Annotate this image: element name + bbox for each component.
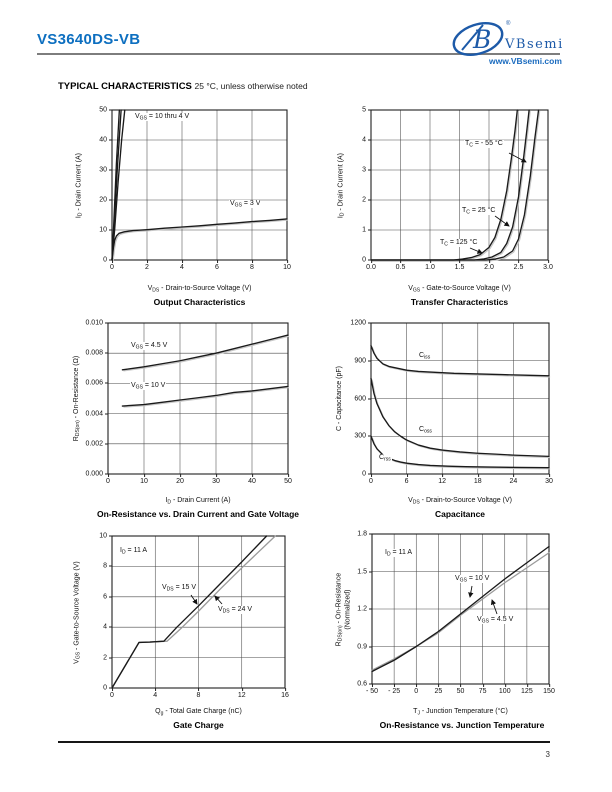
series-curve-tc125: [371, 110, 517, 260]
y-tick-label: 300: [354, 432, 366, 440]
chart-output-characteristics: [40, 103, 310, 308]
curve-label-vgs-3: VGS = 3 V: [230, 200, 261, 209]
y-axis-label-line1: RDS(on) - On-Resistance: [335, 572, 344, 647]
curve-label-tc25: TC = 25 °C: [462, 207, 496, 216]
y-tick-label: 8: [103, 562, 107, 570]
plot-area: [85, 319, 292, 485]
chart-on-resistance-vs-temperature: [330, 528, 600, 730]
y-axis-label: C - Capacitance (pF): [335, 366, 343, 432]
page-number: 3: [545, 750, 550, 759]
x-axis-label: VGS - Gate-to-Source Voltage (V): [408, 285, 511, 294]
plot-area: [99, 106, 291, 271]
x-tick-label: 6: [215, 264, 219, 271]
x-tick-label: 0: [110, 692, 114, 699]
chart-gate-charge: [40, 530, 310, 730]
x-tick-label: 0: [369, 478, 373, 485]
x-tick-label: 150: [543, 688, 555, 695]
series-curve-tc-55: [371, 110, 539, 260]
x-tick-label: 1.5: [454, 264, 465, 271]
x-tick-label: 40: [248, 478, 256, 485]
x-tick-label: 4: [153, 692, 158, 699]
x-axis-label: VDS - Drain-to-Source Voltage (V): [408, 497, 512, 506]
series-shadow: [372, 347, 550, 377]
y-tick-label: 10: [99, 226, 107, 234]
y-tick-label: 900: [354, 357, 366, 365]
chart-canvas: [112, 536, 285, 688]
curve-label-vgs10: VGS = 10 V: [131, 382, 166, 391]
y-tick-label: 0: [362, 256, 366, 264]
y-tick-label: 0.000: [85, 470, 103, 478]
curve-label-vds15: VDS = 15 V: [162, 584, 197, 593]
chart-capacitance: [330, 318, 600, 518]
x-tick-label: 2: [145, 264, 149, 271]
section-subtitle: 25 °C, unless otherwise noted: [194, 81, 308, 91]
x-tick-label: 8: [250, 264, 254, 271]
x-tick-label: 0: [106, 478, 110, 485]
x-tick-label: 30: [212, 478, 220, 485]
y-tick-label: 50: [99, 106, 107, 114]
curve-label-tc125: TC = 125 °C: [440, 239, 478, 248]
y-tick-label: 1200: [350, 319, 366, 327]
y-tick-label: 0.002: [85, 440, 103, 448]
y-tick-label: 1.8: [357, 530, 367, 538]
y-tick-label: 0.008: [85, 349, 103, 357]
curve-label-vgs45: VGS = 4.5 V: [131, 342, 168, 351]
chart-on-resistance-vs-drain-current: [40, 318, 310, 518]
x-axis-label: TJ - Junction Temperature (°C): [413, 708, 508, 717]
x-tick-label: - 50: [365, 688, 379, 695]
y-tick-label: 1.5: [357, 568, 367, 575]
plot-frame: [112, 110, 287, 260]
y-tick-label: 40: [99, 136, 107, 144]
y-tick-label: 6: [103, 593, 107, 601]
series-curve-tc25: [371, 110, 529, 260]
y-axis-label: VGS - Gate-to-Source Voltage (V): [73, 561, 82, 664]
y-axis-label: RDS(on) - On-Resistance (Ω): [72, 355, 82, 442]
chart-caption: Transfer Characteristics: [410, 297, 509, 307]
x-tick-label: 12: [237, 692, 246, 699]
curve-label-ciss: Ciss: [419, 352, 431, 361]
x-tick-label: 2.0: [484, 264, 494, 271]
plot-area: [99, 532, 289, 699]
x-tick-label: 50: [284, 478, 292, 485]
x-tick-label: 2.5: [513, 264, 524, 271]
chart-transfer-characteristics: [330, 103, 600, 308]
plot-area: [357, 530, 555, 695]
brand-name: VBsemi: [505, 37, 564, 52]
x-tick-label: 10: [140, 478, 148, 485]
plot-area: [362, 106, 553, 271]
section-heading: [58, 81, 308, 92]
y-tick-label: 1.2: [357, 605, 367, 613]
y-axis-label-line2: (Normalized): [344, 589, 352, 630]
y-tick-label: 0.6: [357, 680, 367, 688]
y-tick-label: 20: [99, 196, 107, 204]
curve-label-tc-55: TC = - 55 °C: [465, 140, 503, 149]
y-tick-label: 5: [362, 106, 366, 114]
registered-mark: ®: [506, 21, 511, 27]
curve-label-vds24: VDS = 24 V: [218, 606, 253, 615]
series-curve-coss: [371, 378, 549, 456]
brand-website: www.VBsemi.com: [489, 56, 562, 66]
x-axis-label: VDS - Drain-to-Source Voltage (V): [147, 285, 252, 294]
y-tick-label: 600: [354, 395, 366, 402]
y-tick-label: 2: [103, 654, 107, 662]
curve-label-coss: Coss: [419, 426, 432, 435]
y-tick-label: 0: [362, 470, 366, 478]
series-curve-vgs45: [122, 335, 288, 370]
y-tick-label: 0: [103, 256, 107, 264]
x-tick-label: 3.0: [543, 264, 553, 271]
y-tick-label: 2: [362, 196, 366, 204]
gridlines: [112, 110, 287, 260]
x-tick-label: 50: [456, 688, 465, 695]
y-tick-label: 0.006: [85, 379, 103, 387]
x-tick-label: - 25: [388, 688, 401, 695]
chart-caption: Output Characteristics: [153, 297, 246, 307]
note-id-11a: ID = 11 A: [385, 549, 413, 558]
x-tick-label: 24: [509, 478, 518, 485]
curve-label-vgs-10-4: VGS = 10 thru 4 V: [135, 113, 190, 122]
chart-caption: On-Resistance vs. Junction Temperature: [379, 720, 545, 730]
y-axis-label: [335, 535, 352, 685]
x-tick-label: 0: [110, 264, 114, 271]
footer-rule: [58, 741, 550, 743]
x-tick-label: 8: [196, 692, 201, 699]
x-tick-label: 10: [283, 264, 291, 271]
x-tick-label: 0: [414, 688, 419, 695]
x-tick-label: 25: [434, 688, 443, 695]
x-axis-label: Qg - Total Gate Charge (nC): [155, 708, 242, 717]
x-tick-label: 100: [498, 688, 511, 695]
y-axis-label: ID - Drain Current (A): [75, 152, 84, 219]
chart-caption: On-Resistance vs. Drain Current and Gate Voltage: [96, 509, 299, 519]
y-tick-label: 4: [103, 623, 107, 631]
y-axis-label: ID - Drain Current (A): [337, 152, 346, 219]
chart-caption: Capacitance: [434, 509, 486, 519]
series-shadow: [372, 379, 550, 457]
annotation-arrows: [470, 586, 497, 614]
chart-canvas: [371, 110, 548, 260]
curve-label-crss: Crss: [379, 454, 391, 463]
chart-caption: Gate Charge: [173, 720, 224, 730]
part-number: VS3640DS-VB: [37, 31, 141, 48]
x-tick-label: 0.5: [395, 264, 406, 271]
section-title: TYPICAL CHARACTERISTICS: [58, 81, 192, 92]
vbsemi-logo-icon: [450, 20, 506, 58]
x-tick-label: 4: [180, 264, 184, 271]
plot-area: [350, 319, 553, 485]
y-tick-label: 0.9: [357, 643, 367, 650]
curve-label-vgs10: VGS = 10 V: [455, 575, 490, 584]
series-curve-vgs3: [112, 219, 287, 260]
note-id-11a: ID = 11 A: [120, 547, 148, 556]
chart-canvas: [371, 323, 549, 474]
y-tick-label: 30: [99, 166, 107, 174]
x-tick-label: 16: [281, 692, 289, 699]
logo-monogram: B: [473, 25, 492, 54]
curve-label-vgs45: VGS = 4.5 V: [477, 616, 514, 625]
x-tick-label: 75: [478, 688, 487, 695]
x-tick-label: 0.0: [366, 264, 376, 271]
x-tick-label: 12: [438, 478, 447, 485]
x-tick-label: 20: [176, 478, 184, 485]
x-tick-label: 30: [545, 478, 553, 485]
chart-canvas: [112, 110, 287, 260]
x-tick-label: 18: [473, 478, 482, 485]
y-tick-label: 10: [99, 532, 107, 540]
y-tick-label: 3: [362, 166, 366, 174]
x-tick-label: 125: [521, 688, 533, 695]
x-axis-label: ID - Drain Current (A): [165, 497, 231, 506]
y-tick-label: 0.010: [85, 319, 103, 327]
y-tick-label: 0.004: [85, 410, 103, 418]
x-tick-label: 1.0: [425, 264, 435, 271]
y-tick-label: 1: [362, 226, 366, 234]
y-tick-label: 4: [362, 136, 366, 144]
y-tick-label: 0: [103, 684, 107, 692]
x-tick-label: 6: [404, 478, 409, 485]
